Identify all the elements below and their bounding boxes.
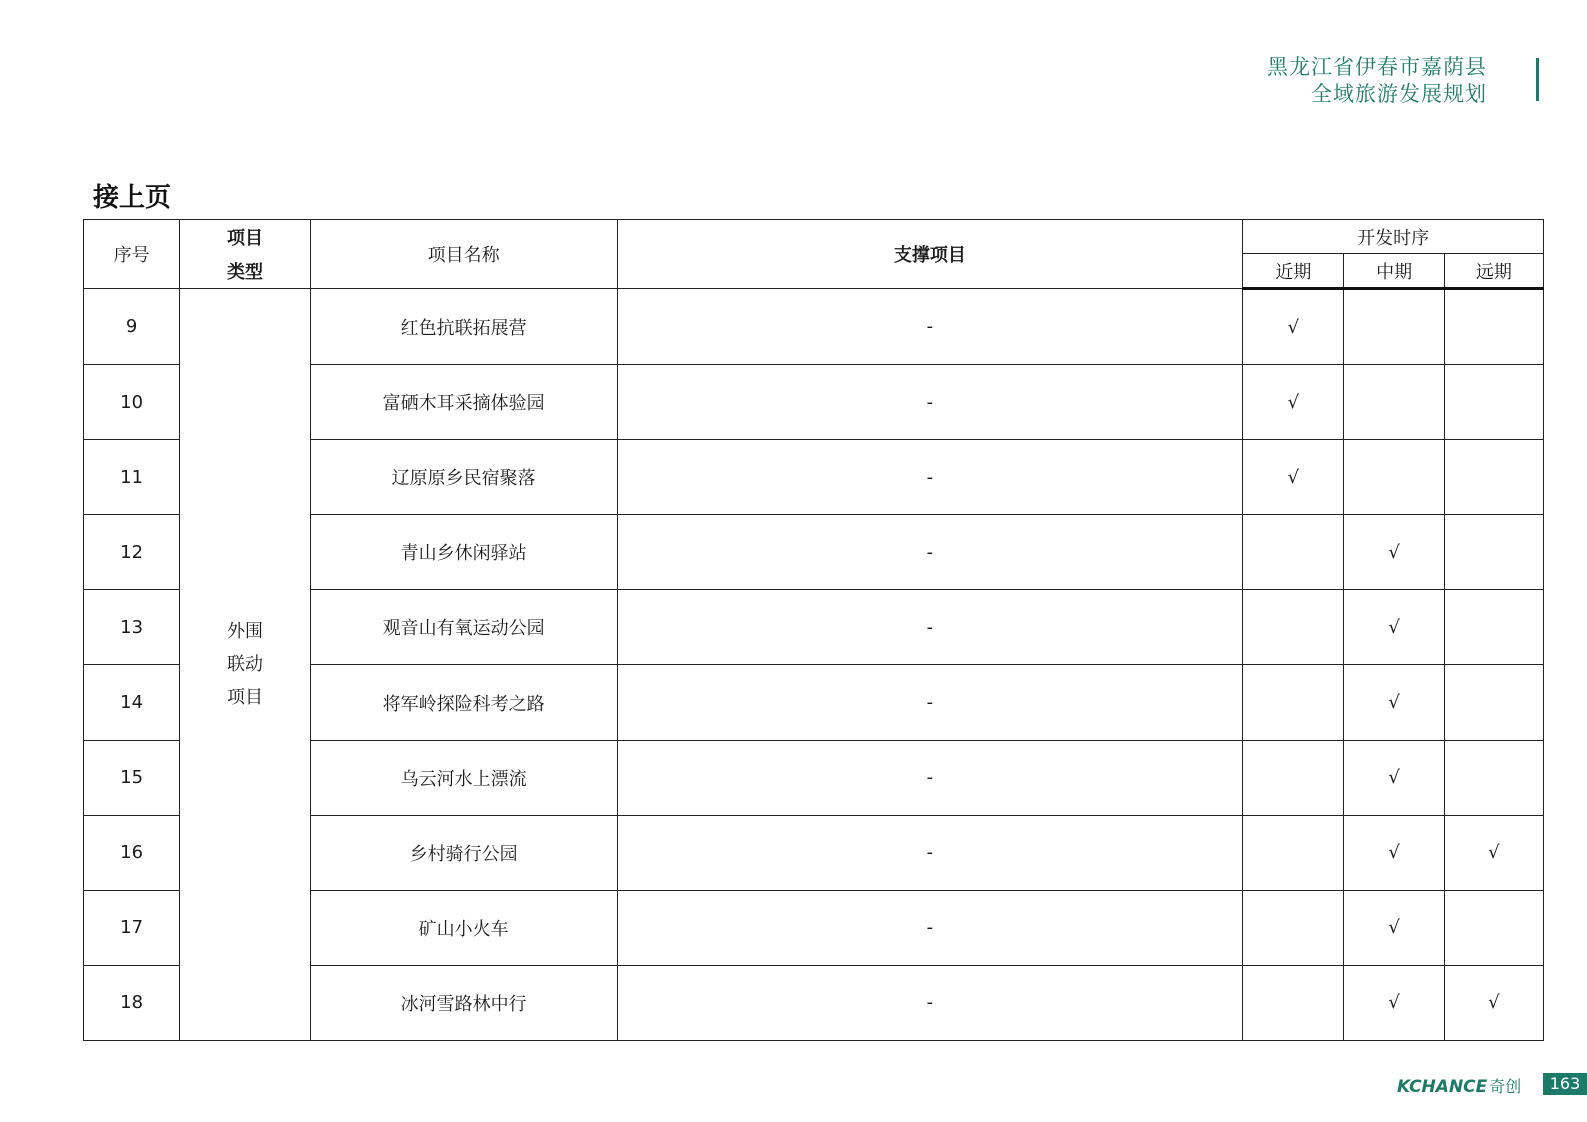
brand-logo-latin: KCHANCE — [1397, 1077, 1488, 1097]
header-name: 项目名称 — [310, 220, 617, 289]
row-seq: 14 — [84, 665, 180, 740]
document-title-line1: 黑龙江省伊春市嘉荫县 — [1267, 55, 1487, 79]
brand-logo-cn: 奇创 — [1489, 1077, 1522, 1096]
row-support: - — [617, 890, 1243, 965]
row-far — [1444, 440, 1543, 515]
row-mid: √ — [1344, 590, 1444, 665]
row-far — [1444, 365, 1543, 440]
row-mid: √ — [1344, 965, 1444, 1040]
row-far — [1444, 515, 1543, 590]
row-name: 观音山有氧运动公园 — [310, 590, 617, 665]
row-far — [1444, 590, 1543, 665]
row-name: 冰河雪路林中行 — [310, 965, 617, 1040]
row-name: 矿山小火车 — [310, 890, 617, 965]
row-support: - — [617, 815, 1243, 890]
row-near — [1243, 965, 1344, 1040]
header-seq: 序号 — [84, 220, 180, 289]
row-near: √ — [1243, 440, 1344, 515]
row-far — [1444, 890, 1543, 965]
row-seq: 15 — [84, 740, 180, 815]
row-seq: 10 — [84, 365, 180, 440]
row-near — [1243, 815, 1344, 890]
row-name: 乡村骑行公园 — [310, 815, 617, 890]
row-far — [1444, 665, 1543, 740]
row-name: 乌云河水上漂流 — [310, 740, 617, 815]
row-seq: 9 — [84, 289, 180, 365]
row-seq: 12 — [84, 515, 180, 590]
row-far: √ — [1444, 965, 1543, 1040]
row-support: - — [617, 365, 1243, 440]
header-mid: 中期 — [1344, 254, 1444, 289]
header-type-line1: 项目 — [226, 228, 263, 249]
row-near — [1243, 515, 1344, 590]
row-mid — [1344, 289, 1444, 365]
continued-label: 接上页 — [93, 183, 172, 213]
row-support: - — [617, 965, 1243, 1040]
header-support: 支撑项目 — [617, 220, 1243, 289]
row-mid: √ — [1344, 815, 1444, 890]
row-mid: √ — [1344, 515, 1444, 590]
header-timing: 开发时序 — [1243, 220, 1544, 254]
row-type-line1: 外围 — [226, 621, 263, 642]
row-name: 将军岭探险科考之路 — [310, 665, 617, 740]
row-type — [180, 289, 311, 1041]
title-accent-bar — [1536, 58, 1539, 101]
row-mid — [1344, 365, 1444, 440]
row-name: 红色抗联拓展营 — [310, 289, 617, 365]
row-mid — [1344, 440, 1444, 515]
row-far — [1444, 740, 1543, 815]
header-type — [180, 220, 311, 289]
row-type-line3: 项目 — [226, 687, 263, 708]
project-table — [83, 219, 1544, 1041]
row-support: - — [617, 740, 1243, 815]
row-near — [1243, 740, 1344, 815]
document-title-line2: 全域旅游发展规划 — [1311, 82, 1487, 106]
row-mid: √ — [1344, 665, 1444, 740]
row-near — [1243, 665, 1344, 740]
row-support: - — [617, 440, 1243, 515]
row-support: - — [617, 590, 1243, 665]
row-name: 青山乡休闲驿站 — [310, 515, 617, 590]
header-near: 近期 — [1243, 254, 1344, 289]
row-support: - — [617, 289, 1243, 365]
row-far — [1444, 289, 1543, 365]
row-name: 富硒木耳采摘体验园 — [310, 365, 617, 440]
row-mid: √ — [1344, 740, 1444, 815]
row-type-line2: 联动 — [226, 654, 263, 675]
header-far: 远期 — [1444, 254, 1543, 289]
row-support: - — [617, 515, 1243, 590]
row-near: √ — [1243, 289, 1344, 365]
row-seq: 17 — [84, 890, 180, 965]
table-row — [84, 289, 1544, 365]
document-title — [1267, 54, 1487, 108]
row-near — [1243, 890, 1344, 965]
row-support: - — [617, 665, 1243, 740]
header-type-line2: 类型 — [226, 262, 263, 283]
row-name: 辽原原乡民宿聚落 — [310, 440, 617, 515]
row-seq: 18 — [84, 965, 180, 1040]
row-seq: 16 — [84, 815, 180, 890]
brand-logo — [1397, 1074, 1521, 1097]
page-number: 163 — [1543, 1073, 1587, 1095]
row-near: √ — [1243, 365, 1344, 440]
row-seq: 11 — [84, 440, 180, 515]
row-near — [1243, 590, 1344, 665]
row-mid: √ — [1344, 890, 1444, 965]
row-far: √ — [1444, 815, 1543, 890]
row-seq: 13 — [84, 590, 180, 665]
